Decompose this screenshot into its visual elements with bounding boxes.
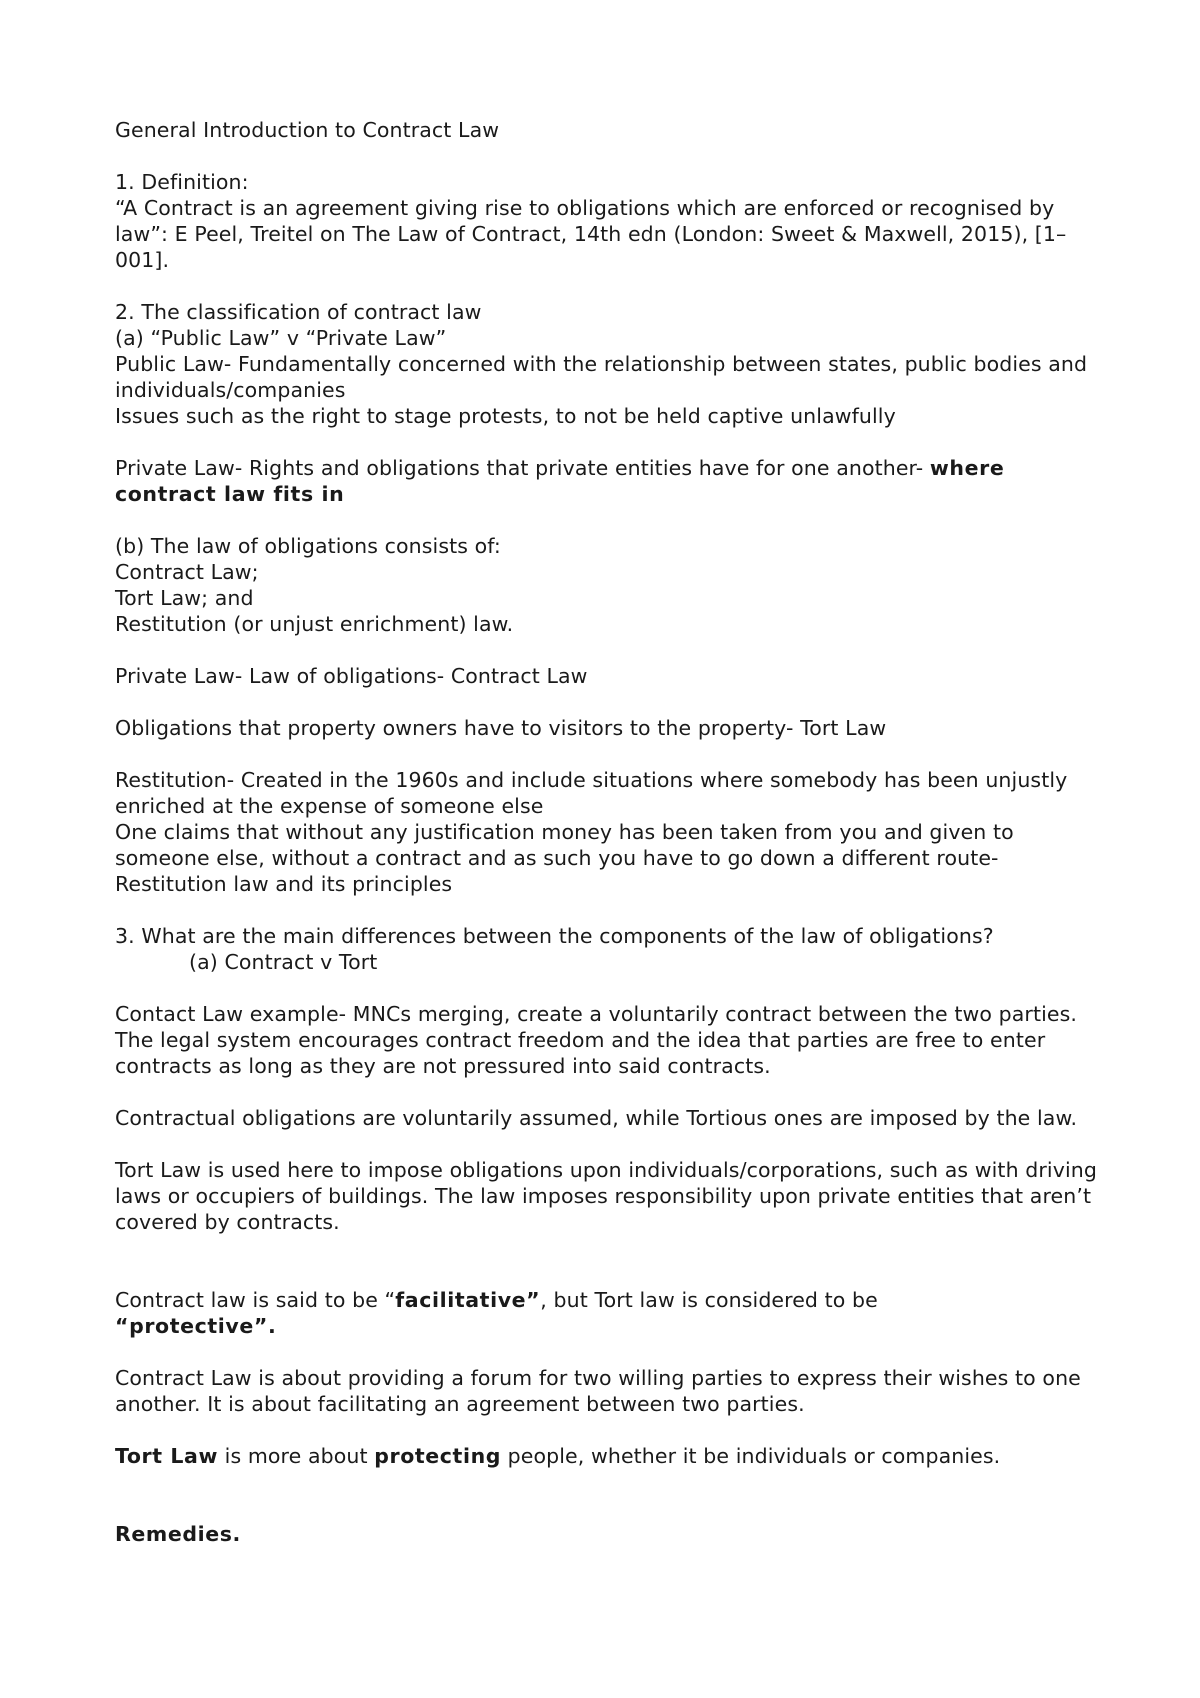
section-2a-heading: (a) “Public Law” v “Private Law” [115,326,447,350]
section-1-heading: 1. Definition: [115,170,249,194]
private-law-emphasis: where contract law fits in [115,456,1005,506]
section-2-heading: 2. The classification of contract law [115,300,482,324]
document-body [115,117,1105,1547]
restitution-paragraph-1: Restitution- Created in the 1960s and include situations where somebody has been unjustly enriched at the expense of someone else [115,768,1068,818]
tort-protecting-paragraph [115,1443,1105,1469]
section-2b-heading: (b) The law of obligations consists of: [115,534,501,558]
contract-example-paragraph: Contact Law example- MNCs merging, create a voluntarily contract between the two parties. The legal system encourages contract freedom and the idea that parties are free to enter contracts as long as they are not pressured into said contracts. [115,1002,1077,1078]
tort-end-text: people, whether it be individuals or companies. [501,1444,1001,1468]
law-chain-line: Private Law- Law of obligations- Contract Law [115,664,588,688]
public-law-paragraph: Public Law- Fundamentally concerned with the relationship between states, public bodies and individuals/companies [115,352,1088,402]
obligations-item: Tort Law; and [115,586,254,610]
obligations-item: Restitution (or unjust enrichment) law. [115,612,514,636]
remedies-emphasis: Remedies. [115,1522,241,1546]
protecting-emphasis: protecting [374,1444,502,1468]
remedies-heading [115,1521,1105,1547]
tort-law-emphasis: Tort Law [115,1444,219,1468]
obligations-item: Contract Law; [115,560,259,584]
facilitative-paragraph [115,1287,1105,1339]
facilitative-text-2: , but Tort law is considered to be [540,1288,878,1312]
tort-used-paragraph: Tort Law is used here to impose obligations upon individuals/corporations, such as with driving laws or occupiers of buildings. The law imposes responsibility upon private entities that aren’t covered by contracts. [115,1158,1097,1234]
private-law-text: Private Law- Rights and obligations that private entities have for one another- [115,456,930,480]
private-law-paragraph [115,455,1105,507]
public-law-issues: Issues such as the right to stage protests, to not be held captive unlawfully [115,404,896,428]
protective-emphasis: “protective”. [115,1314,277,1338]
tort-mid-text: is more about [218,1444,375,1468]
facilitative-emphasis: facilitative” [395,1288,541,1312]
contract-forum-paragraph: Contract Law is about providing a forum for two willing parties to express their wishes to one another. It is about facilitating an agreement between two parties. [115,1366,1081,1416]
tort-example-line: Obligations that property owners have to visitors to the property- Tort Law [115,716,887,740]
voluntary-paragraph: Contractual obligations are voluntarily assumed, while Tortious ones are imposed by the law. [115,1106,1078,1130]
section-3-heading: 3. What are the main differences between the components of the law of obligations? [115,924,994,948]
section-3a-heading: (a) Contract v Tort [189,950,378,974]
document-title: General Introduction to Contract Law [115,118,500,142]
facilitative-text-1: Contract law is said to be “ [115,1288,396,1312]
restitution-paragraph-2: One claims that without any justification money has been taken from you and given to someone else, without a contract and as such you have to go down a different route- Restitution law and its principles [115,820,1014,896]
definition-quote: “A Contract is an agreement giving rise to obligations which are enforced or recognised by law”: E Peel, Treitel on The Law of Contract, 14th edn (London: Sweet & Maxwell, 2015), [1–001]. [115,196,1067,272]
